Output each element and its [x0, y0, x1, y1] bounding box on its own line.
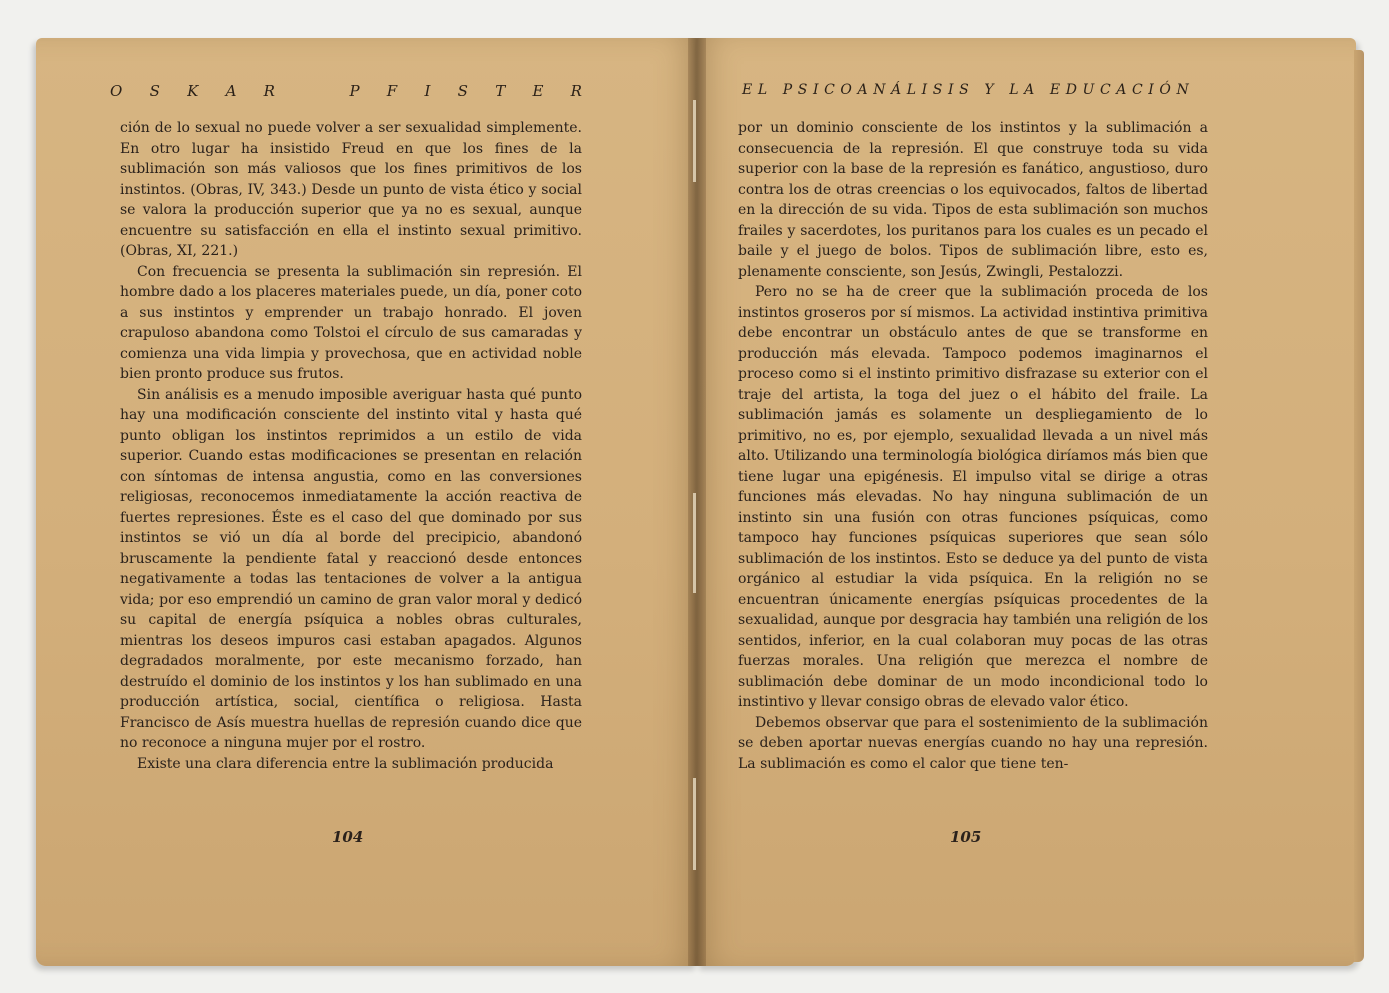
running-head-letter: S	[457, 82, 468, 100]
left-page-text	[120, 118, 582, 774]
running-head-letter: S	[149, 82, 160, 100]
paragraph: Sin análisis es a menudo imposible averiguar hasta qué punto hay una modificación consciente del instinto vital y hasta qué punto obligan los instintos reprimidos a un estilo de vida superior. Cuando estas modificaciones se presentan en relación con síntomas de intensa angustia, como en las conversiones religiosas, reconocemos inmediatamente la acción reactiva de fuertes represiones. Éste es el caso del que dominado por sus instintos se vió un día al borde del precipicio, abandonó bruscamente la pendiente fatal y reaccionó desde entonces negativamente a todas las tentaciones de volver a la antigua vida; por eso emprendió un camino de gran valor moral y dedicó su capital de energía psíquica a nobles obras culturales, mientras los deseos impuros casi estaban apagados. Algunos degradados moralmente, por este mecanismo forzado, han destruído el dominio de los instintos y los han sublimado en una producción artística, social, científica o religiosa. Hasta Francisco de Asís muestra huellas de represión cuando dice que no reconoce a ninguna mujer por el rostro.	[120, 386, 582, 751]
binding-stitch	[693, 100, 696, 182]
running-head-letter: P	[349, 82, 360, 100]
binding-stitch	[693, 493, 696, 593]
right-page-number: 105	[950, 828, 982, 846]
paragraph: Debemos observar que para el sostenimiento de la sublimación se deben aportar nuevas energías cuando no hay una represión. La sublimación es como el calor que tiene ten-	[738, 714, 1208, 772]
paragraph: por un dominio consciente de los instintos y la sublimación a consecuencia de la represión. El que construye toda su vida superior con la base de la represión es fanático, angustioso, duro contra los de otras creencias o los equivocados, faltos de libertad en la dirección de su vida. Tipos de esta sublimación son muchos frailes y sacerdotes, los puritanos para los cuales es un pecado el baile y el juego de bolos. Tipos de sublimación libre, esto es, plenamente consciente, son Jesús, Zwingli, Pestalozzi.	[738, 120, 1208, 280]
running-head-letter: E	[532, 82, 544, 100]
running-head-letter: A	[225, 82, 237, 100]
running-head-letter: O	[110, 82, 123, 100]
paragraph: ción de lo sexual no puede volver a ser sexualidad simplemente. En otro lugar ha insistido Freud en que los fines de la sublimación son más valiosos que los fines primitivos de los instintos. (Obras, IV, 343.) Desde un punto de vista ético y social se valora la producción superior que ya no es sexual, aunque encuentre su satisfacción en ella el instinto sexual primitivo. (Obras, XI, 221.)	[120, 120, 582, 259]
paragraph: Pero no se ha de creer que la sublimación proceda de los instintos groseros por sí mismos. La actividad instintiva primitiva debe encontrar un obstáculo antes de que se transforme en producción más elevada. Tampoco podemos imaginarnos el proceso como si el instinto primitivo disfrazase su exterior con el traje del artista, la toga del juez o el hábito del fraile. La sublimación jamás es solamente un despliegamiento de lo primitivo, no es, por ejemplo, sexualidad llevada a un nivel más alto. Utilizando una terminología biológica diríamos más bien que tiene lugar una epigénesis. El impulso vital se dirige a otras funciones más elevadas. No hay ninguna sublimación de un instinto sin una fusión con otras funciones psíquicas, como tampoco hay funciones psíquicas superiores que sean sólo sublimación de los instintos. Esto se deduce ya del punto de vista orgánico al estudiar la vida psíquica. En la religión no se encuentran únicamente energías psíquicas procedentes de la sexualidad, aunque por desgracia hay también una religión de los sentidos, inferior, en la cual colaboran muy pocas de las otras fuerzas morales. Una religión que merezca el nombre de sublimación debe dominar de un modo incondicional todo lo instintivo y llevar consigo obras de elevado valor ético.	[738, 284, 1208, 710]
binding-stitch	[693, 778, 696, 870]
right-running-head: EL PSICOANÁLISIS Y LA EDUCACIÓN	[742, 82, 1195, 98]
running-head-letter: K	[187, 82, 199, 100]
running-head-letter: R	[263, 82, 275, 100]
book-gutter	[688, 38, 706, 966]
running-head-letter: T	[495, 82, 506, 100]
page-edge	[1354, 50, 1364, 962]
running-head-letter: I	[424, 82, 431, 100]
left-page-number: 104	[332, 828, 364, 846]
paragraph: Existe una clara diferencia entre la sublimación producida	[137, 755, 554, 772]
right-page-text	[738, 118, 1208, 774]
running-head-letter: F	[386, 82, 398, 100]
paragraph: Con frecuencia se presenta la sublimación sin represión. El hombre dado a los placeres materiales puede, un día, poner coto a sus instintos y emprender un trabajo honrado. El joven crapuloso abandona como Tolstoi el círculo de sus camaradas y comienza una vida limpia y provechosa, que en actividad noble bien pronto produce sus frutos.	[120, 263, 582, 382]
left-running-head	[110, 82, 582, 106]
running-head-letter: R	[570, 82, 582, 100]
